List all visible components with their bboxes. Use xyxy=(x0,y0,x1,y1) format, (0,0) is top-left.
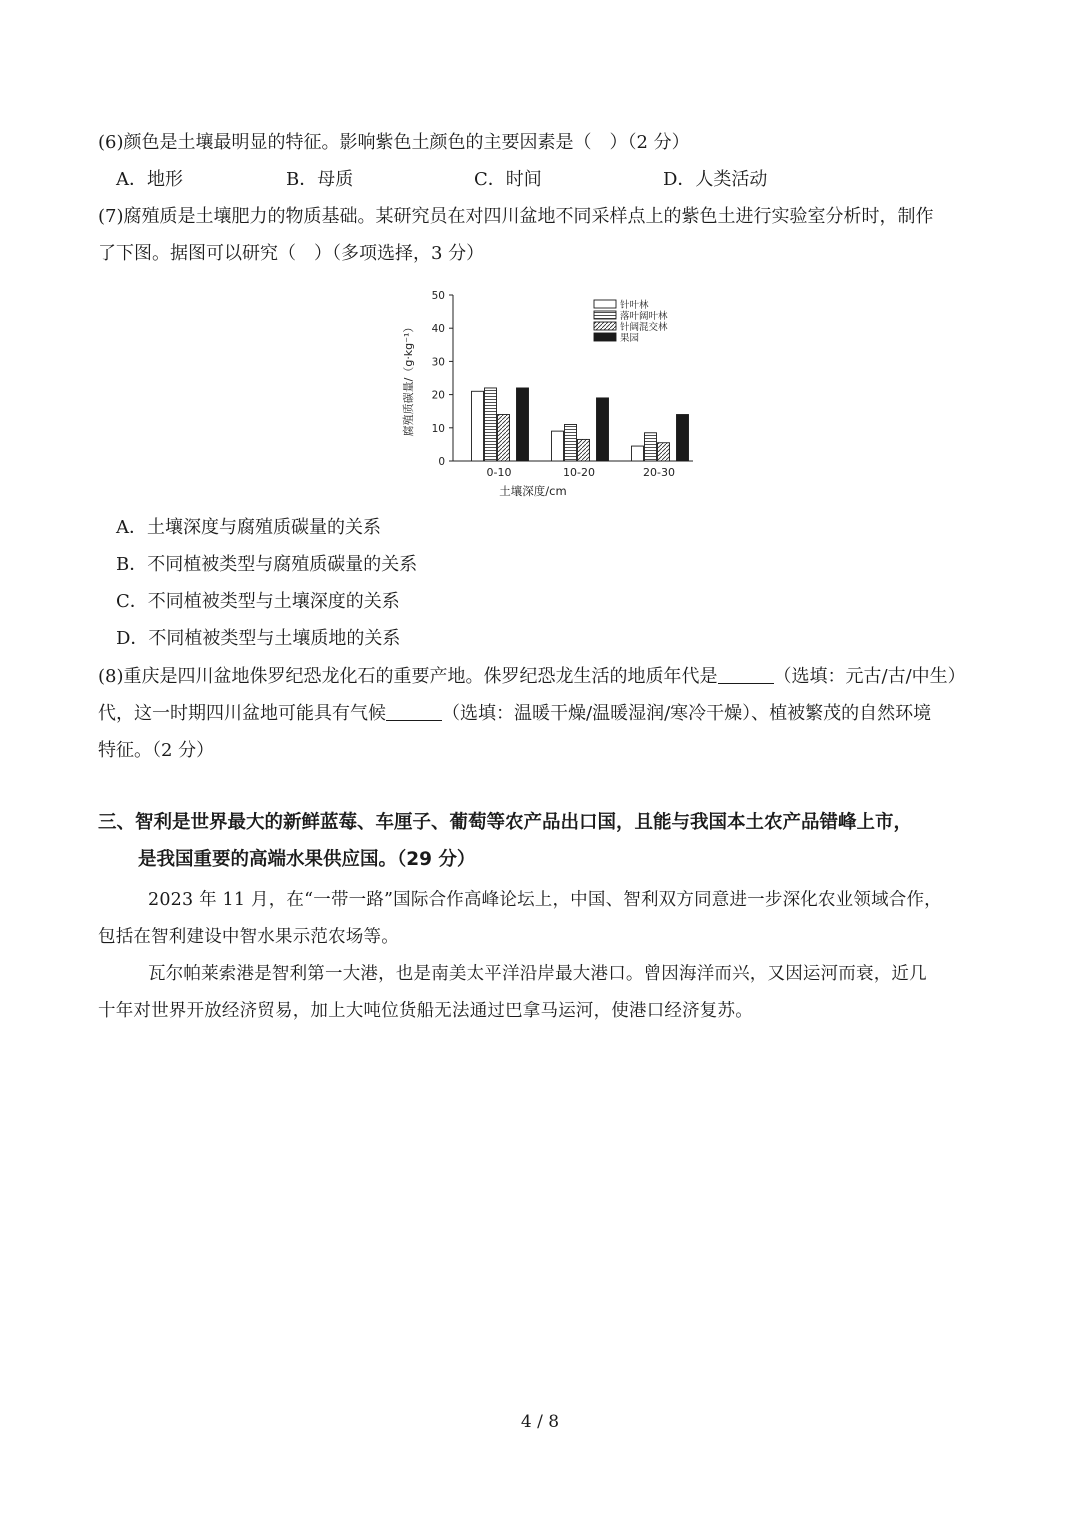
q8-climate-blank[interactable] xyxy=(386,702,442,721)
chart-y-tick-label: 20 xyxy=(431,389,445,402)
section3-title-line2: 是我国重要的高端水果供应国。（29 分） xyxy=(138,849,476,870)
chart-y-tick-label: 40 xyxy=(431,323,445,336)
chart-y-tick-label: 10 xyxy=(431,422,445,435)
q6-option-d: D．人类活动 xyxy=(663,169,768,190)
section3-p2-line2: 十年对世界开放经济贸易，加上大吨位货船无法通过巴拿马运河，使港口经济复苏。 xyxy=(98,1001,753,1021)
q8-line1-choices: （选填：元古/古/中生） xyxy=(773,666,966,687)
q7-option-b: B．不同植被类型与腐殖质碳量的关系 xyxy=(116,554,418,575)
chart-legend-swatch xyxy=(594,333,616,341)
section3-p1-line1: 2023 年 11 月，在“一带一路”国际合作高峰论坛上，中国、智利双方同意进一步深化农业领域合作， xyxy=(148,890,942,910)
chart-bar xyxy=(552,431,564,461)
q8-era-blank[interactable] xyxy=(718,665,774,684)
q8-line3: 特征。（2 分） xyxy=(98,740,215,761)
page-number: 4 / 8 xyxy=(520,1412,560,1432)
chart-bar xyxy=(485,388,497,461)
q6-option-a: A．地形 xyxy=(116,169,183,190)
chart-y-axis-label: 腐殖质碳量/（g·kg⁻¹） xyxy=(402,321,415,437)
chart-legend-swatch xyxy=(594,300,616,308)
chart-legend-label: 针阔混交林 xyxy=(620,322,668,333)
chart-legend-label: 针叶林 xyxy=(620,300,649,311)
q8-line1-text: (8)重庆是四川盆地侏罗纪恐龙化石的重要产地。侏罗纪恐龙生活的地质年代是 xyxy=(98,666,718,687)
q7-stem-line1: (7)腐殖质是土壤肥力的物质基础。某研究员在对四川盆地不同采样点上的紫色土进行实验室分析时，制作 xyxy=(98,206,934,227)
q8-line2-choices: （选填：温暖干燥/温暖湿润/寒冷干燥）、植被繁茂的自然环境 xyxy=(442,703,932,724)
chart-bar xyxy=(565,424,577,461)
chart-bar xyxy=(677,415,689,461)
chart-bar xyxy=(645,433,657,461)
chart-bar xyxy=(632,446,644,461)
humus-carbon-bar-chart xyxy=(398,284,708,504)
chart-legend-swatch xyxy=(594,322,616,330)
chart-bar xyxy=(578,439,590,461)
chart-legend-label: 落叶阔叶林 xyxy=(620,311,668,322)
chart-bar xyxy=(658,443,670,461)
q7-option-c: C．不同植被类型与土壤深度的关系 xyxy=(116,591,400,612)
section3-title-line1: 三、智利是世界最大的新鲜蓝莓、车厘子、葡萄等农产品出口国，且能与我国本土农产品错峰上市， xyxy=(98,812,913,833)
chart-bar xyxy=(472,391,484,461)
q6-option-c: C．时间 xyxy=(474,169,542,190)
chart-y-tick-label: 0 xyxy=(438,456,445,468)
chart-bar xyxy=(517,388,529,461)
chart-x-axis-label: 土壤深度/cm xyxy=(499,484,567,498)
chart-bar xyxy=(597,398,609,461)
chart-y-tick-label: 30 xyxy=(431,356,445,369)
section3-p1-line2: 包括在智利建设中智水果示范农场等。 xyxy=(98,927,399,947)
q6-stem: (6)颜色是土壤最明显的特征。影响紫色土颜色的主要因素是（ ）（2 分） xyxy=(98,132,690,153)
q8-line2 xyxy=(98,702,931,726)
chart-y-tick-label: 50 xyxy=(431,290,445,302)
q7-option-a: A．土壤深度与腐殖质碳量的关系 xyxy=(116,517,381,538)
q6-option-b: B．母质 xyxy=(286,169,354,190)
section3-p2-line1: 瓦尔帕莱索港是智利第一大港，也是南美太平洋沿岸最大港口。曾因海洋而兴，又因运河而衰，近几 xyxy=(148,964,927,984)
q8-line2-text: 代，这一时期四川盆地可能具有气候 xyxy=(98,703,386,724)
chart-legend-label: 果园 xyxy=(620,333,640,344)
q8-line1 xyxy=(98,665,966,689)
q7-stem-line2: 了下图。据图可以研究（ ）（多项选择，3 分） xyxy=(98,243,485,264)
chart-x-tick-label: 0-10 xyxy=(486,466,512,479)
chart-legend-swatch xyxy=(594,311,616,319)
chart-x-tick-label: 10-20 xyxy=(563,466,595,479)
chart-bar xyxy=(498,415,510,461)
q7-option-d: D．不同植被类型与土壤质地的关系 xyxy=(116,628,401,649)
chart-x-tick-label: 20-30 xyxy=(643,466,675,479)
